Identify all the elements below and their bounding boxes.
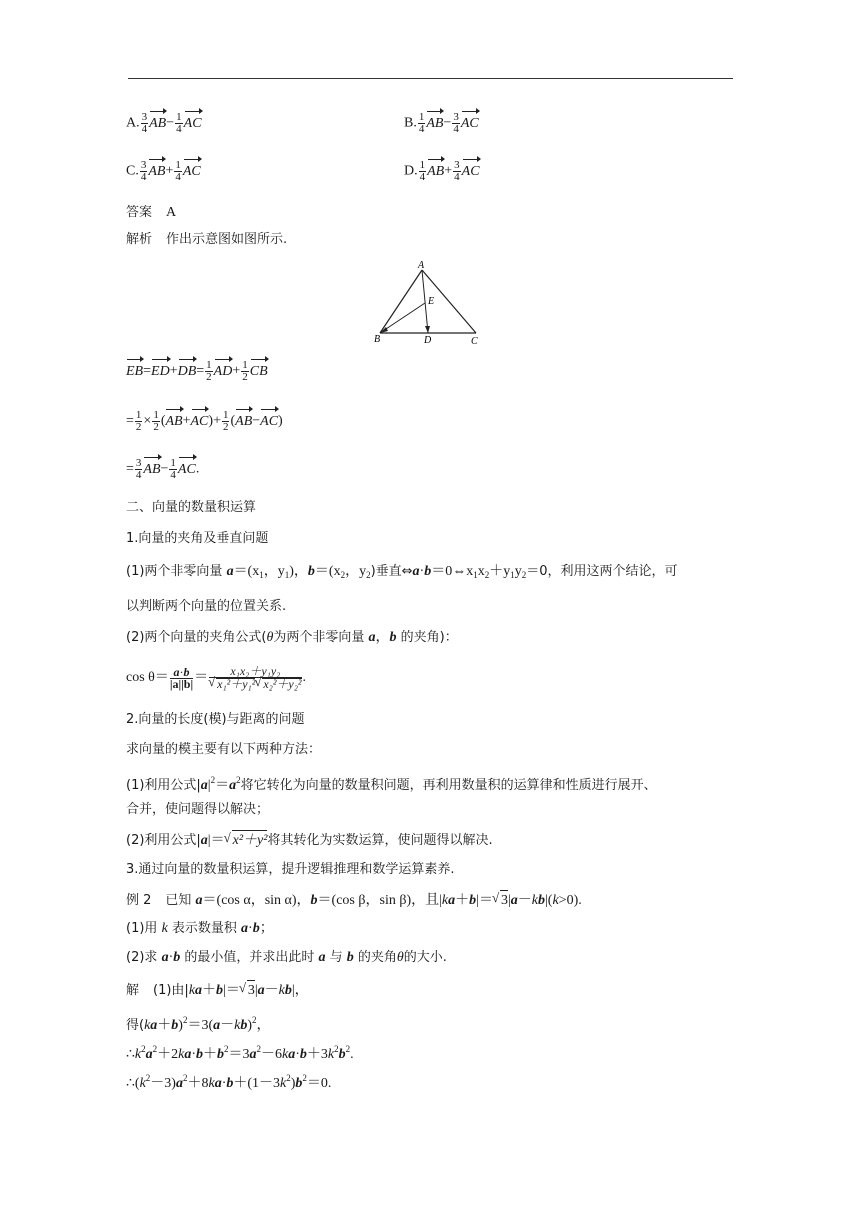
solution-line-1: 解 (1)由|ka＋b|＝√ 3|a－kb|，: [126, 980, 309, 1001]
vertex-c-label: C: [471, 336, 478, 347]
question-1: (1)用 k 表示数量积 a·b；: [126, 921, 274, 936]
option-d: D. $\frac{1}{4}$ AB+ $\frac{3}{4}$ AC: [404, 159, 480, 183]
vertex-a-label: A: [418, 260, 425, 271]
header-rule: [128, 78, 733, 79]
cos-formula: cos θ＝ $\frac{a\cdot b}{|a||b|}$ ＝ x₁x₂＋y₁y₂ √ x₁²＋y₁²√ x₂²＋y₂² .: [126, 666, 306, 690]
equation-1: EB=ED+DB= $\frac{1}{2}$ AD+ $\frac{1}{2}$ CB: [126, 359, 268, 383]
vertex-b-label: B: [374, 334, 381, 345]
example-2: 例 2 已知 a＝(cos α，sin α)，b＝(cos β，sin β)，且|ka＋b|＝√ 3|a－kb|(k>0).: [126, 890, 582, 911]
point-e-label: E: [428, 296, 435, 307]
paragraph-4: (1)利用公式$|a|^2=a^2$将它转化为向量的数量积问题，再利用数量积的运算律和性质进行展开、: [126, 775, 657, 793]
paragraph-3: 求向量的模主要有以下两种方法：: [126, 742, 322, 757]
analysis-label: 解析: [126, 232, 153, 247]
subsection-1-title: 1.向量的夹角及垂直问题: [126, 531, 269, 546]
answer-label: 答案: [126, 205, 153, 220]
option-b: B. $\frac{1}{4}$ AB− $\frac{3}{4}$ AC: [404, 111, 479, 135]
paragraph-1-cont: 以判断两个向量的位置关系.: [126, 599, 287, 614]
solution-line-3: $\therefore k^2a^2+2ka\cdot b+b^2=3a^2-6ka\cdot b+3k^2b^2$.: [126, 1044, 354, 1062]
point-d-label: D: [424, 335, 432, 346]
subsection-3-title: 3.通过向量的数量积运算，提升逻辑推理和数学运算素养.: [126, 862, 455, 877]
subsection-2-title: 2.向量的长度(模)与距离的问题: [126, 712, 305, 727]
paragraph-2: (2)两个向量的夹角公式(θ为两个非零向量 a，b 的夹角)：: [126, 630, 458, 645]
equation-3: = $\frac{3}{4}$ AB− $\frac{1}{4}$ AC.: [126, 457, 200, 481]
equation-2: = $\frac{1}{2}$ × $\frac{1}{2}$ (AB+AC)+ $\frac{1}{2}$ (AB−AC): [126, 409, 283, 433]
question-2: (2)求 a·b 的最小值，并求出此时 a 与 b 的夹角θ的大小.: [126, 950, 447, 965]
paragraph-5: (2)利用公式|a|＝√ x²＋y²将其转化为实数运算，使问题得以解决.: [126, 830, 493, 851]
paragraph-1: (1)两个非零向量 $a=(x_1$，$y_1$)，$b=(x_2$，$y_2$)垂直$\Leftrightarrow a\cdot b=0\Leftrightarrow x_1x_2+y_1y_2=0$，利用这两个结论，可: [126, 564, 678, 580]
solution-line-4: $\therefore(k^2-3)a^2+8ka\cdot b+(1-3k^2)b^2=0$.: [126, 1073, 332, 1091]
section-2-title: 二、向量的数量积运算: [126, 500, 257, 515]
analysis-line: 解析 作出示意图如图所示.: [126, 232, 288, 247]
paragraph-4-cont: 合并，使问题得以解决；: [126, 802, 270, 817]
answer-line: [126, 203, 176, 223]
triangle-figure: [368, 258, 488, 348]
option-a: A. $\frac{3}{4}$ AB− $\frac{1}{4}$ AC: [126, 111, 202, 135]
solution-line-2: 得$(ka+b)^2=3(a-kb)^2$，: [126, 1015, 271, 1033]
option-c: C. $\frac{3}{4}$ AB+ $\frac{1}{4}$ AC: [126, 159, 201, 183]
answer-value: A: [166, 205, 177, 220]
